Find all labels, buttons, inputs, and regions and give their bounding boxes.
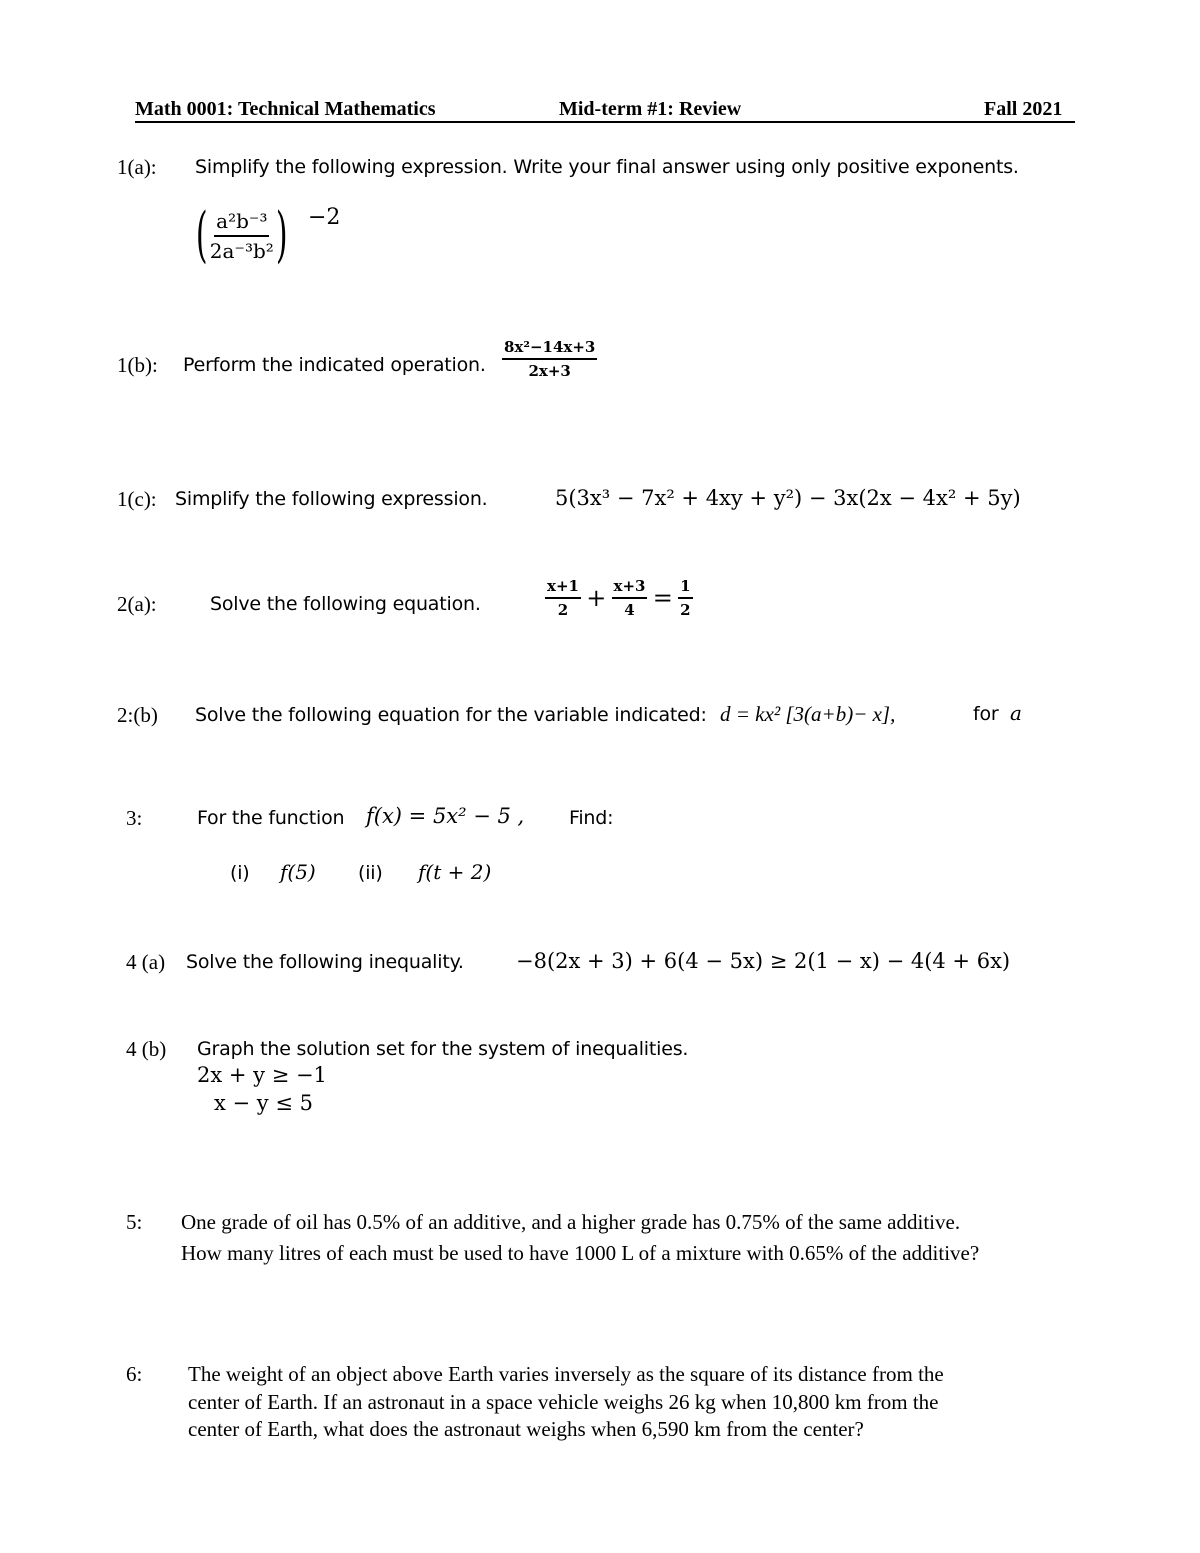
q4b-prompt: Graph the solution set for the system of inequalities. (197, 1038, 689, 1060)
q5-label: 5: (126, 1210, 143, 1234)
q1c-label: 1(c): (117, 487, 157, 511)
q3-prompt: For the function (197, 807, 345, 829)
q6-line-1: The weight of an object above Earth varies inversely as the square of its distance from the (188, 1362, 944, 1386)
q6-label: 6: (126, 1362, 143, 1386)
q6-line-2: center of Earth. If an astronaut in a space vehicle weighs 26 kg when 10,800 km from the (188, 1390, 939, 1414)
q4b-label: 4 (b) (126, 1037, 167, 1061)
q4a-prompt: Solve the following inequality. (186, 951, 464, 973)
q2b-prompt: Solve the following equation for the variable indicated: (195, 704, 707, 726)
q2b-label: 2:(b) (117, 703, 158, 727)
q2a-equals: = (652, 584, 673, 612)
q2b-for-text: for (973, 703, 999, 725)
course-title: Math 0001: Technical Mathematics (135, 98, 436, 120)
q1a-prompt: Simplify the following expression. Write your final answer using only positive exponents. (195, 156, 1019, 178)
q1b-prompt: Perform the indicated operation. (183, 354, 486, 376)
q1a-numerator: a²b⁻³ (214, 209, 269, 237)
q1c-prompt: Simplify the following expression. (175, 488, 488, 510)
q3-find: Find: (569, 807, 614, 829)
q1b-label: 1(b): (117, 353, 158, 377)
q4b-inequality-2: x − y ≤ 5 (214, 1091, 313, 1115)
exam-title: Mid-term #1: Review (559, 98, 742, 120)
q2b-variable: a (1010, 701, 1022, 725)
q2a-frac1-den: 2 (557, 601, 569, 619)
q2a-frac2-num: x+3 (612, 577, 648, 599)
q3-part-ii-label: (ii) (358, 862, 383, 884)
q1b-numerator: 8x²−14x+3 (502, 338, 597, 360)
q3-function: f(x) = 5x² − 5 , (366, 804, 525, 828)
header-rule (135, 121, 1075, 123)
q2a-frac2-den: 4 (624, 601, 635, 619)
q1b-denominator: 2x+3 (528, 362, 571, 380)
q2a-equation (545, 577, 693, 619)
q5-line-2: How many litres of each must be used to have 1000 L of a mixture with 0.65% of the additive? (181, 1241, 980, 1265)
q2a-frac3-num: 1 (678, 577, 692, 599)
q3-part-ii: f(t + 2) (418, 860, 492, 884)
q2a-frac1-num: x+1 (545, 577, 581, 599)
q3-part-i-label: (i) (230, 862, 250, 884)
q1a-label: 1(a): (117, 155, 157, 179)
q1a-denominator: 2a⁻³b² (209, 238, 274, 263)
q4a-label: 4 (a) (126, 950, 166, 974)
q2a-prompt: Solve the following equation. (210, 593, 481, 615)
q1c-expression: 5(3x³ − 7x² + 4xy + y²) − 3x(2x − 4x² + 5y) (555, 486, 1021, 510)
q2a-frac3-den: 2 (680, 601, 691, 619)
q3-part-i: f(5) (280, 860, 316, 884)
q5-line-1: One grade of oil has 0.5% of an additive, and a higher grade has 0.75% of the same additive. (181, 1210, 961, 1234)
q3-label: 3: (126, 806, 143, 830)
q1a-expression: ( $\frac{\text{a²b⁻³}}{\text{2a⁻³b²}}$ ) (195, 200, 288, 270)
q2a-plus: + (586, 584, 607, 612)
q6-line-3: center of Earth, what does the astronaut weighs when 6,590 km from the center? (188, 1417, 864, 1441)
q4b-inequality-1: 2x + y ≥ −1 (197, 1063, 327, 1087)
q1a-exponent: −2 (308, 205, 341, 230)
q2b-equation: d = kx² [3(a+b)− x], (720, 702, 896, 726)
q4a-inequality: −8(2x + 3) + 6(4 − 5x) ≥ 2(1 − x) − 4(4 + 6x) (516, 949, 1011, 973)
q1b-fraction (502, 338, 597, 380)
term-label: Fall 2021 (984, 98, 1063, 120)
q2a-label: 2(a): (117, 592, 157, 616)
